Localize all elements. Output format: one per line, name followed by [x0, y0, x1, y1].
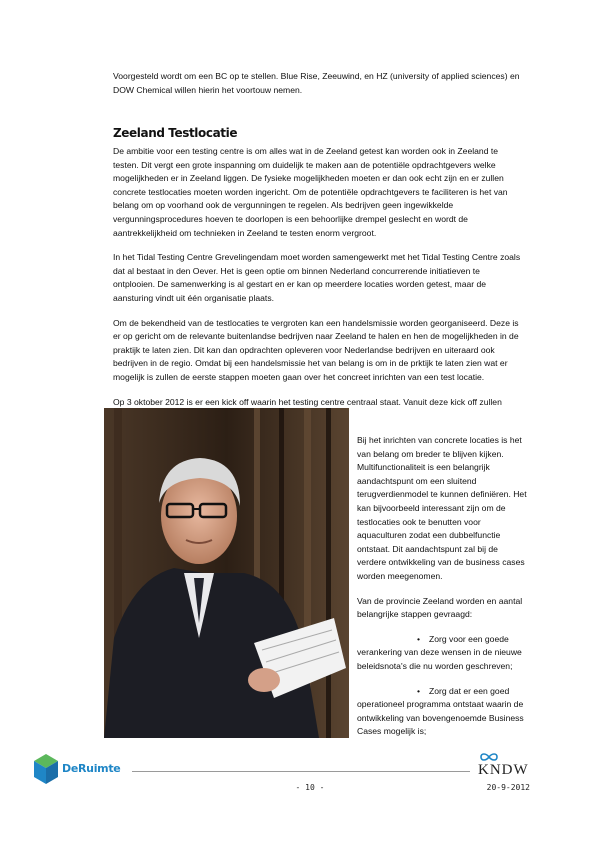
infinity-icon: [478, 752, 500, 762]
deruimte-logo-text: DeRuimte: [62, 762, 121, 775]
cube-icon: [32, 752, 60, 786]
intro-paragraph: Voorgesteld wordt om een BC op te stellen. Blue Rise, Zeeuwind, en HZ (university of applied sciences) en DOW Chemical willen hierin het voortouw nemen.: [113, 71, 520, 95]
side-paragraph-province: Van de provincie Zeeland worden en aantal belangrijke stappen gevraagd:: [357, 595, 523, 620]
bullet-text: Zorg dat er een goed operationeel programma ontstaat waarin de ontwikkeling van bovengenoemde Business Cases mogelijk is;: [357, 685, 524, 737]
paragraph-kick-off: Op 3 oktober 2012 is er een kick off waarin het testing centre centraal staat. Vanuit deze kick off zullen: [113, 396, 502, 407]
bullet-text: Zorg voor een goede verankering van deze wensen in de nieuwe beleidsnota's die nu worden geschreven;: [357, 633, 522, 671]
page-number: - 10 -: [295, 783, 325, 792]
section-heading: Zeeland Testlocatie: [113, 126, 238, 140]
side-paragraph-multifunction: Bij het inrichten van concrete locaties is het van belang om breder te blijven kijken. Multifunctionaliteit is een belangrijk aandachtspunt om een sluitend terugverdienmodel te kunnen definiëren. Het kan bijvoorbeeld interessant zijn om de testlocaties ook te benutten voor aquaculturen zodat een dubbelfunctie ontstaat. Dit aandachtspunt zal bij de verdere ontwikkeling van de business cases worden meegenomen.: [357, 435, 527, 581]
deruimte-logo: [32, 752, 132, 788]
side-column: [357, 434, 527, 750]
paragraph-tidal-testing: In het Tidal Testing Centre Grevelingendam moet worden samengewerkt met het Tidal Testing Centre zoals dat al bestaat in den Oever. Het is geen optie om binnen Nederland concurrerende initiatieven te ontplooien. De samenwerking is al gestart en er kan op meerdere locaties worden getest, maar de aansturing vindt uit één organisatie plaats.: [113, 252, 521, 303]
kndw-logo: [470, 752, 540, 782]
bullet-item: [357, 685, 527, 739]
bullet-icon: •: [417, 685, 421, 696]
paragraph-trade-mission: Om de bekendheid van de testlocaties te vergroten kan een handelsmissie worden georganiseerd. Deze is er op gericht om de relevante buitenlandse bedrijven naar Zeeland te halen en hen de mogelijkheden in de praktijk te laten zien. Dit kan dan opdrachten opleveren voor Nederlandse bedrijven en uiteraard ook bedrijven in de regio. Omdat bij een handelsmissie het van belang is om in de prktijk te laten zien wat er mogelijk is zullen de eerste stappen moeten gaan over het concreet inrichten van een test locatie.: [113, 317, 519, 382]
bullet-item: [357, 633, 527, 674]
paragraph-ambition: De ambitie voor een testing centre is om alles wat in de Zeeland getest kan worden ook in Zeeland te testen. Dit vergt een grote inspanning om duidelijk te maken aan de potentiële opdrachtgevers welke mogelijkheden er in Zeeland liggen. De fysieke mogelijkheden moeten er dan ook echt zijn en er zullen concrete testlocaties moeten worden ingericht. Om de potentiële opdrachtgevers te faciliteren is het van belang om op voorhand ook de vergunningen te regelen. Als bedrijven geen ingewikkelde vergunningsprocedures hoeven te doorlopen is een behoorlijke drempel geslecht en wordt de aantrekkelijkheid om technieken in Zeeland te testen enorm vergroot.: [113, 146, 508, 238]
body-text: [113, 145, 523, 434]
footer-divider: [132, 771, 470, 772]
speaker-photo: [104, 408, 349, 738]
kndw-logo-text: KNDW: [478, 762, 529, 778]
footer-date: 20-9-2012: [486, 783, 530, 792]
bullet-icon: •: [417, 633, 421, 644]
